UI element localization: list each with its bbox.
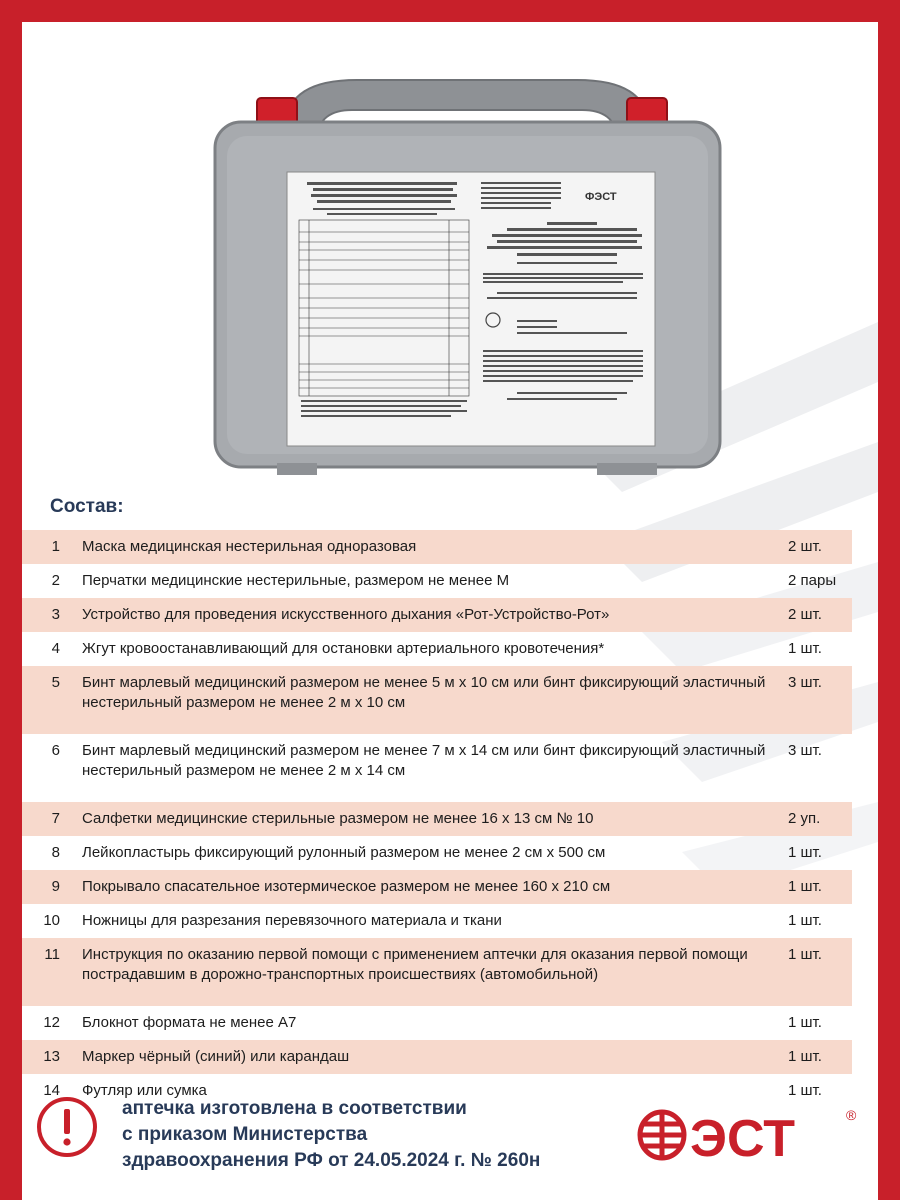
list-item: [22, 938, 852, 1006]
item-number: 11: [44, 946, 60, 963]
item-number: 1: [51, 538, 60, 555]
list-item: [22, 666, 852, 734]
item-name: Лейкопластырь фиксирующий рулонный размером не менее 2 см х 500 см: [82, 844, 606, 861]
item-number: 12: [43, 1014, 60, 1031]
item-name: Устройство для проведения искусственного дыхания «Рот-Устройство-Рот»: [82, 606, 610, 623]
list-item: [22, 836, 852, 870]
list-item: [22, 734, 852, 802]
svg-text:ФЭСТ: ФЭСТ: [585, 191, 617, 203]
list-item: [22, 870, 852, 904]
item-qty: 2 уп.: [788, 810, 821, 827]
item-name: Перчатки медицинские нестерильные, размером не менее М: [82, 572, 510, 589]
item-name: Маска медицинская нестерильная одноразовая: [82, 538, 417, 555]
item-qty: 3 шт.: [788, 742, 822, 759]
list-item: [22, 530, 852, 564]
item-name: Салфетки медицинские стерильные размером не менее 16 х 13 см № 10: [82, 810, 594, 827]
list-item: [22, 904, 852, 938]
item-name: Бинт марлевый медицинский размером не менее 7 м х 14 см или бинт фиксирующий эластичный нестерильный размером не менее 2 м х 14 см: [82, 742, 766, 779]
item-name: Блокнот формата не менее А7: [82, 1014, 297, 1031]
item-number: 10: [43, 912, 60, 929]
compliance-line-3: здравоохранения РФ от 24.05.2024 г. № 260н: [122, 1150, 541, 1171]
first-aid-case-image: [187, 70, 747, 490]
item-qty: 1 шт.: [788, 1082, 822, 1099]
item-qty: 2 шт.: [788, 538, 822, 555]
item-name: Маркер чёрный (синий) или карандаш: [82, 1048, 350, 1065]
item-qty: 1 шт.: [788, 640, 822, 657]
item-name: Жгут кровоостанавливающий для остановки артериального кровотечения*: [82, 640, 605, 657]
frame-top: [0, 0, 900, 22]
item-qty: 1 шт.: [788, 878, 822, 895]
item-qty: 3 шт.: [788, 674, 822, 691]
item-name: Покрывало спасательное изотермическое размером не менее 160 х 210 см: [82, 878, 611, 895]
item-number: 2: [51, 572, 60, 589]
item-qty: 2 пары: [788, 572, 837, 589]
item-qty: 1 шт.: [788, 844, 822, 861]
list-item: [22, 1040, 852, 1074]
item-qty: 1 шт.: [788, 1048, 822, 1065]
list-item: [22, 1006, 852, 1040]
item-number: 6: [51, 742, 60, 759]
item-number: 13: [43, 1048, 60, 1065]
item-number: 9: [51, 878, 60, 895]
item-number: 7: [51, 810, 60, 827]
item-name: Бинт марлевый медицинский размером не менее 5 м х 10 см или бинт фиксирующий эластичный нестерильный размером не менее 2 м х 10 см: [82, 674, 766, 711]
list-item: [22, 564, 852, 598]
frame-left: [0, 0, 22, 1200]
fest-logo: [632, 1104, 862, 1164]
item-name: Футляр или сумка: [82, 1082, 207, 1099]
composition-list: [22, 530, 852, 1108]
item-number: 5: [51, 674, 60, 691]
compliance-line-1: аптечка изготовлена в соответствии: [122, 1098, 467, 1119]
compliance-line-2: с приказом Министерства: [122, 1124, 368, 1145]
list-item: [22, 632, 852, 666]
exclamation-icon: [36, 1096, 98, 1158]
item-qty: 1 шт.: [788, 912, 822, 929]
compliance-note: [122, 1096, 540, 1174]
item-number: 4: [51, 640, 60, 657]
frame-right: [878, 0, 900, 1200]
list-item: [22, 802, 852, 836]
item-number: 14: [43, 1082, 60, 1099]
composition-title: Состав:: [50, 496, 124, 517]
item-number: 8: [51, 844, 60, 861]
item-number: 3: [51, 606, 60, 623]
item-name: Ножницы для разрезания перевязочного материала и ткани: [82, 912, 502, 929]
item-qty: 1 шт.: [788, 1014, 822, 1031]
item-qty: 2 шт.: [788, 606, 822, 623]
registered-mark: ®: [846, 1107, 857, 1123]
footer-section: [22, 1080, 878, 1178]
logo-text: ЭСТ: [690, 1110, 796, 1164]
list-item: [22, 598, 852, 632]
item-qty: 1 шт.: [788, 946, 822, 963]
item-name: Инструкция по оказанию первой помощи с применением аптечки для оказания первой помощи пострадавшим в дорожно-транспортных происшествиях (автомобильной): [82, 946, 748, 983]
